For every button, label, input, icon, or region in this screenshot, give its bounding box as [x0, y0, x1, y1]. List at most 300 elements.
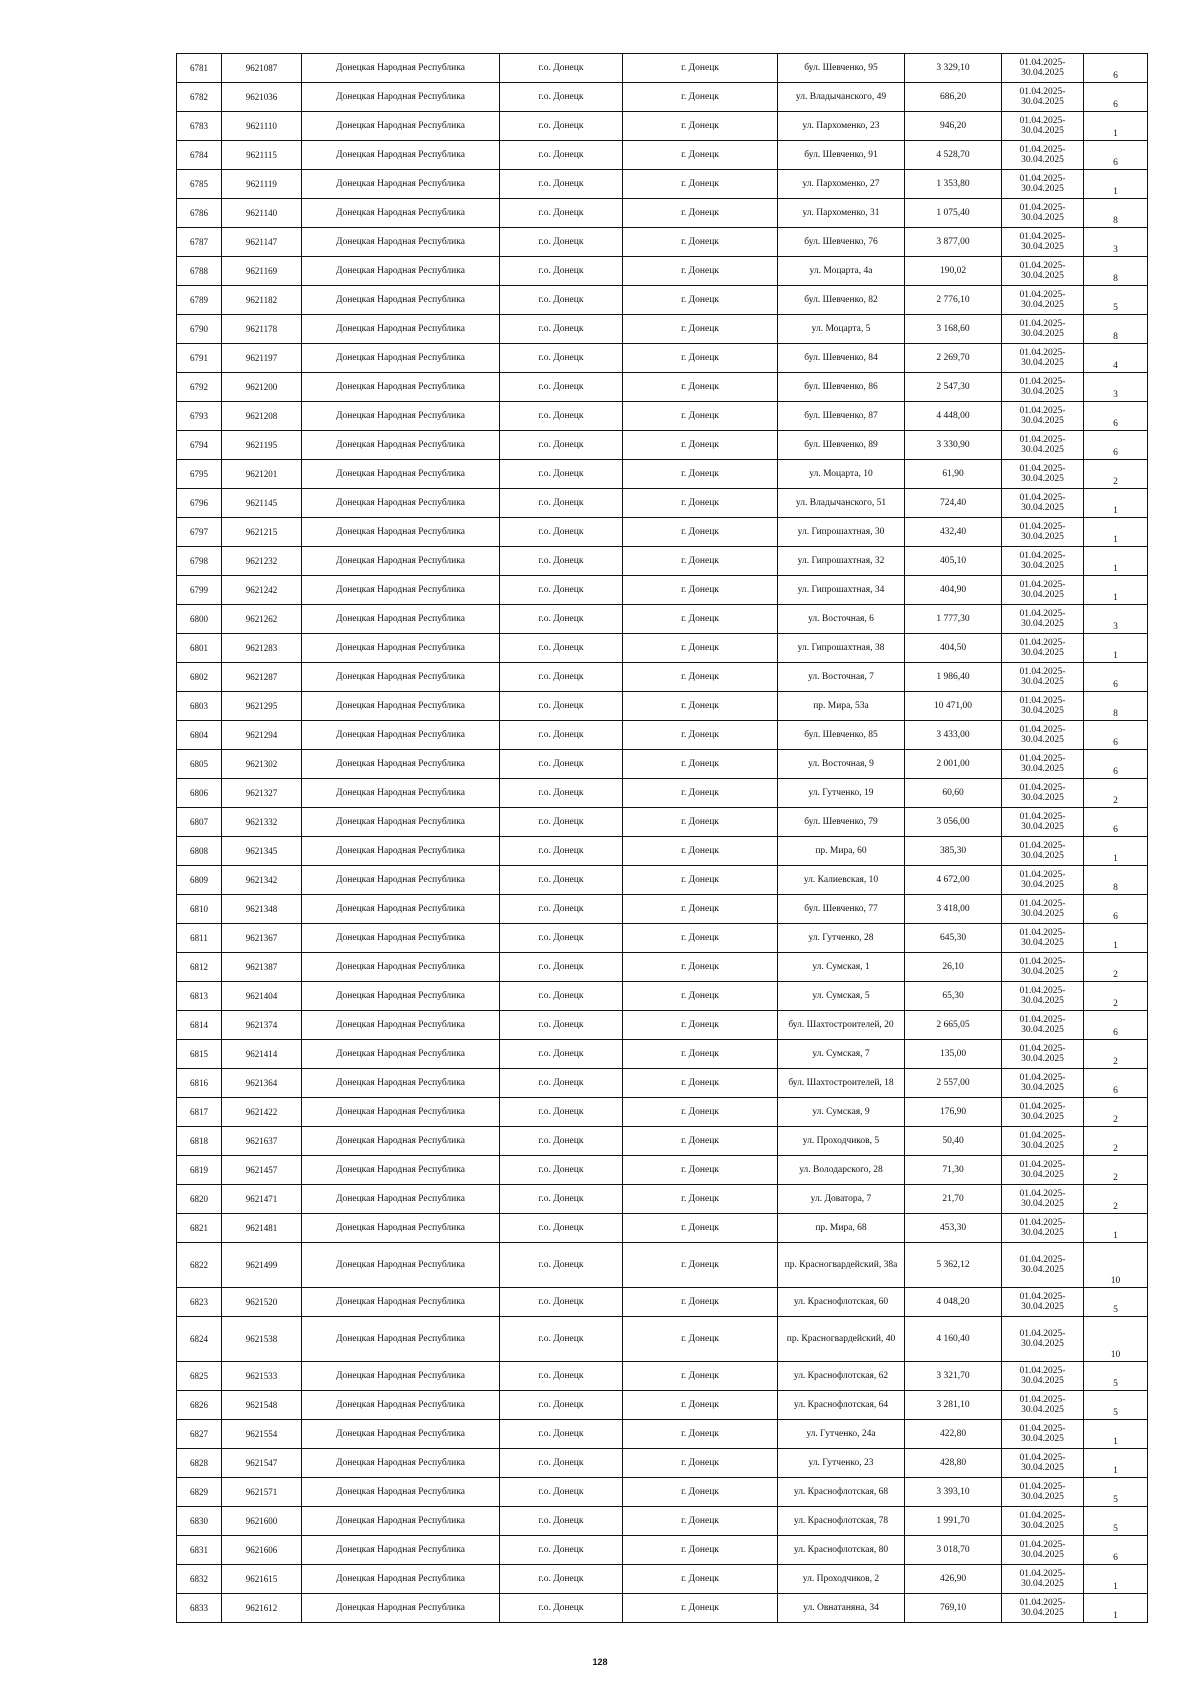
area-cell	[905, 663, 1002, 692]
count-cell	[1084, 1507, 1148, 1536]
row-number-text: 6822	[190, 1260, 208, 1270]
address-text: ул. Краснофлотская, 60	[793, 1296, 889, 1307]
address-text: ул. Гутченко, 23	[808, 1457, 874, 1468]
region-cell	[302, 1288, 500, 1317]
period-end: 30.04.2025	[1021, 1521, 1064, 1531]
cadastral-id-cell	[222, 228, 302, 257]
row-number-cell	[177, 518, 222, 547]
city-text: г. Донецк	[681, 614, 719, 624]
row-number-text: 6797	[190, 527, 208, 537]
row-number-text: 6784	[190, 150, 208, 160]
count-cell	[1084, 895, 1148, 924]
area-cell	[905, 199, 1002, 228]
area-text: 3 321,70	[936, 1371, 970, 1381]
address-text: ул. Гутченко, 28	[808, 932, 874, 943]
period-cell	[1002, 547, 1084, 576]
district-text: г.о. Донецк	[538, 1429, 584, 1439]
period-start: 01.04.2025-	[1019, 1160, 1066, 1170]
address-text: ул. Восточная, 9	[808, 758, 874, 769]
area-text: 26,10	[942, 962, 964, 972]
period-end: 30.04.2025	[1021, 416, 1064, 426]
region-text: Донецкая Народная Республика	[336, 672, 465, 682]
city-cell	[623, 199, 778, 228]
table-row	[177, 953, 1148, 982]
district-cell	[500, 547, 623, 576]
period-end: 30.04.2025	[1021, 648, 1064, 658]
period-start: 01.04.2025-	[1019, 783, 1066, 793]
row-number-text: 6813	[190, 991, 208, 1001]
district-cell	[500, 373, 623, 402]
period-cell	[1002, 489, 1084, 518]
period-cell	[1002, 1536, 1084, 1565]
period-end: 30.04.2025	[1021, 1463, 1064, 1473]
period-cell	[1002, 605, 1084, 634]
city-cell	[623, 170, 778, 199]
district-text: г.о. Донецк	[538, 1371, 584, 1381]
count-text: 3	[1113, 390, 1118, 400]
period-cell	[1002, 692, 1084, 721]
period-cell	[1002, 170, 1084, 199]
district-text: г.о. Донецк	[538, 817, 584, 827]
cadastral-id-cell	[222, 1449, 302, 1478]
period-start: 01.04.2025-	[1019, 957, 1066, 967]
city-text: г. Донецк	[681, 150, 719, 160]
city-cell	[623, 1507, 778, 1536]
area-cell	[905, 373, 1002, 402]
count-text: 6	[1113, 1553, 1118, 1563]
area-cell	[905, 1214, 1002, 1243]
table-row	[177, 1536, 1148, 1565]
row-number-cell	[177, 837, 222, 866]
area-text: 769,10	[939, 1603, 967, 1613]
period-cell	[1002, 866, 1084, 895]
cadastral-id-text: 9621232	[245, 556, 278, 566]
area-cell	[905, 1288, 1002, 1317]
district-text: г.о. Донецк	[538, 1049, 584, 1059]
row-number-text: 6818	[190, 1136, 208, 1146]
city-cell	[623, 257, 778, 286]
area-text: 1 353,80	[936, 179, 970, 189]
region-text: Донецкая Народная Республика	[336, 324, 465, 334]
region-cell	[302, 837, 500, 866]
count-text: 2	[1113, 1144, 1118, 1154]
region-cell	[302, 605, 500, 634]
period-start: 01.04.2025-	[1019, 725, 1066, 735]
city-text: г. Донецк	[681, 730, 719, 740]
period-end: 30.04.2025	[1021, 474, 1064, 484]
address-text: ул. Сумская, 5	[812, 990, 870, 1001]
period-start: 01.04.2025-	[1019, 1453, 1066, 1463]
cadastral-id-text: 9621367	[245, 933, 278, 943]
count-text: 1	[1113, 535, 1118, 545]
period-start: 01.04.2025-	[1019, 435, 1066, 445]
period-cell	[1002, 576, 1084, 605]
city-cell	[623, 1449, 778, 1478]
cadastral-id-cell	[222, 518, 302, 547]
cadastral-id-cell	[222, 1594, 302, 1623]
region-cell	[302, 1391, 500, 1420]
page-number: 128	[592, 1657, 608, 1667]
address-cell	[778, 518, 905, 547]
period-end: 30.04.2025	[1021, 793, 1064, 803]
district-text: г.о. Донецк	[538, 498, 584, 508]
count-cell	[1084, 170, 1148, 199]
count-cell	[1084, 750, 1148, 779]
table-row	[177, 663, 1148, 692]
row-number-text: 6805	[190, 759, 208, 769]
district-cell	[500, 228, 623, 257]
region-cell	[302, 750, 500, 779]
row-number-cell	[177, 1420, 222, 1449]
address-cell	[778, 634, 905, 663]
city-text: г. Донецк	[681, 1107, 719, 1117]
region-cell	[302, 953, 500, 982]
district-cell	[500, 286, 623, 315]
area-cell	[905, 83, 1002, 112]
period-cell	[1002, 112, 1084, 141]
table-row	[177, 1069, 1148, 1098]
district-text: г.о. Донецк	[538, 411, 584, 421]
city-text: г. Донецк	[681, 1297, 719, 1307]
cadastral-id-text: 9621201	[245, 469, 278, 479]
count-cell	[1084, 576, 1148, 605]
row-number-cell	[177, 344, 222, 373]
area-text: 404,50	[939, 643, 967, 653]
area-text: 428,80	[939, 1458, 967, 1468]
count-cell	[1084, 431, 1148, 460]
district-cell	[500, 663, 623, 692]
period-start: 01.04.2025-	[1019, 290, 1066, 300]
region-cell	[302, 199, 500, 228]
address-text: ул. Моцарта, 5	[811, 323, 871, 334]
district-text: г.о. Донецк	[538, 92, 584, 102]
row-number-cell	[177, 1185, 222, 1214]
cadastral-id-cell	[222, 170, 302, 199]
count-cell	[1084, 460, 1148, 489]
area-text: 4 048,20	[936, 1297, 970, 1307]
row-number-text: 6817	[190, 1107, 208, 1117]
count-text: 10	[1110, 1350, 1121, 1360]
row-number-cell	[177, 779, 222, 808]
region-text: Донецкая Народная Республика	[336, 585, 465, 595]
city-cell	[623, 982, 778, 1011]
period-start: 01.04.2025-	[1019, 174, 1066, 184]
row-number-cell	[177, 750, 222, 779]
district-cell	[500, 1069, 623, 1098]
period-end: 30.04.2025	[1021, 1112, 1064, 1122]
district-text: г.о. Донецк	[538, 121, 584, 131]
district-cell	[500, 1011, 623, 1040]
row-number-cell	[177, 489, 222, 518]
period-cell	[1002, 779, 1084, 808]
period-start: 01.04.2025-	[1019, 522, 1066, 532]
city-cell	[623, 1156, 778, 1185]
period-end: 30.04.2025	[1021, 1550, 1064, 1560]
period-end: 30.04.2025	[1021, 1434, 1064, 1444]
cadastral-id-cell	[222, 489, 302, 518]
area-text: 3 877,00	[936, 237, 970, 247]
area-text: 453,30	[939, 1223, 967, 1233]
count-cell	[1084, 1214, 1148, 1243]
row-number-text: 6801	[190, 643, 208, 653]
district-cell	[500, 692, 623, 721]
cadastral-id-text: 9621387	[245, 962, 278, 972]
period-cell	[1002, 953, 1084, 982]
city-cell	[623, 1565, 778, 1594]
city-cell	[623, 228, 778, 257]
city-cell	[623, 1420, 778, 1449]
address-text: пр. Красногвардейский, 38а	[784, 1259, 898, 1270]
address-cell	[778, 344, 905, 373]
cadastral-id-cell	[222, 779, 302, 808]
count-text: 1	[1113, 1231, 1118, 1241]
cadastral-id-cell	[222, 1317, 302, 1362]
table-row	[177, 1127, 1148, 1156]
row-number-text: 6832	[190, 1574, 208, 1584]
region-text: Донецкая Народная Республика	[336, 150, 465, 160]
region-cell	[302, 1317, 500, 1362]
row-number-cell	[177, 170, 222, 199]
region-cell	[302, 1478, 500, 1507]
city-text: г. Донецк	[681, 1165, 719, 1175]
district-text: г.о. Донецк	[538, 1194, 584, 1204]
district-text: г.о. Донецк	[538, 527, 584, 537]
count-text: 1	[1113, 1611, 1118, 1621]
count-cell	[1084, 1420, 1148, 1449]
region-text: Донецкая Народная Республика	[336, 1487, 465, 1497]
period-end: 30.04.2025	[1021, 1339, 1064, 1349]
row-number-text: 6796	[190, 498, 208, 508]
cadastral-id-cell	[222, 1040, 302, 1069]
region-cell	[302, 83, 500, 112]
city-cell	[623, 141, 778, 170]
period-start: 01.04.2025-	[1019, 1255, 1066, 1265]
region-cell	[302, 576, 500, 605]
period-end: 30.04.2025	[1021, 358, 1064, 368]
city-cell	[623, 808, 778, 837]
period-start: 01.04.2025-	[1019, 348, 1066, 358]
region-text: Донецкая Народная Республика	[336, 1334, 465, 1344]
address-cell	[778, 721, 905, 750]
district-cell	[500, 1040, 623, 1069]
period-cell	[1002, 1127, 1084, 1156]
area-text: 3 056,00	[936, 817, 970, 827]
district-cell	[500, 1594, 623, 1623]
count-text: 5	[1113, 1495, 1118, 1505]
district-text: г.о. Донецк	[538, 150, 584, 160]
count-text: 5	[1113, 1524, 1118, 1534]
address-text: ул. Гутченко, 24а	[806, 1428, 876, 1439]
region-text: Донецкая Народная Республика	[336, 759, 465, 769]
area-cell	[905, 1185, 1002, 1214]
area-text: 65,30	[942, 991, 964, 1001]
period-end: 30.04.2025	[1021, 1170, 1064, 1180]
period-end: 30.04.2025	[1021, 735, 1064, 745]
count-text: 6	[1113, 448, 1118, 458]
row-number-text: 6794	[190, 440, 208, 450]
period-end: 30.04.2025	[1021, 677, 1064, 687]
region-cell	[302, 866, 500, 895]
cadastral-id-text: 9621208	[245, 411, 278, 421]
region-cell	[302, 1449, 500, 1478]
row-number-cell	[177, 605, 222, 634]
city-text: г. Донецк	[681, 875, 719, 885]
count-cell	[1084, 663, 1148, 692]
region-text: Донецкая Народная Республика	[336, 1400, 465, 1410]
area-text: 3 433,00	[936, 730, 970, 740]
count-cell	[1084, 489, 1148, 518]
count-text: 1	[1113, 941, 1118, 951]
city-text: г. Донецк	[681, 208, 719, 218]
district-cell	[500, 1127, 623, 1156]
area-text: 60,60	[942, 788, 964, 798]
period-start: 01.04.2025-	[1019, 1292, 1066, 1302]
city-cell	[623, 431, 778, 460]
address-text: пр. Красногвардейский, 40	[786, 1333, 896, 1344]
table-row	[177, 1507, 1148, 1536]
period-cell	[1002, 431, 1084, 460]
count-text: 1	[1113, 854, 1118, 864]
address-text: бул. Шахтостроителей, 20	[788, 1019, 894, 1030]
area-cell	[905, 1391, 1002, 1420]
area-text: 3 329,10	[936, 63, 970, 73]
area-text: 71,30	[942, 1165, 964, 1175]
region-text: Донецкая Народная Республика	[336, 991, 465, 1001]
cadastral-id-cell	[222, 1420, 302, 1449]
count-cell	[1084, 1011, 1148, 1040]
area-text: 4 672,00	[936, 875, 970, 885]
region-cell	[302, 1185, 500, 1214]
table-row	[177, 228, 1148, 257]
count-cell	[1084, 199, 1148, 228]
address-cell	[778, 1362, 905, 1391]
row-number-text: 6824	[190, 1334, 208, 1344]
district-cell	[500, 1449, 623, 1478]
period-cell	[1002, 1185, 1084, 1214]
region-text: Донецкая Народная Республика	[336, 469, 465, 479]
area-text: 405,10	[939, 556, 967, 566]
region-text: Донецкая Народная Республика	[336, 1078, 465, 1088]
count-text: 1	[1113, 1582, 1118, 1592]
table-row	[177, 547, 1148, 576]
cadastral-id-text: 9621404	[245, 991, 278, 1001]
row-number-text: 6811	[190, 933, 208, 943]
address-text: ул. Гипрошахтная, 30	[797, 526, 885, 537]
region-text: Донецкая Народная Республика	[336, 556, 465, 566]
city-cell	[623, 489, 778, 518]
address-text: бул. Шевченко, 95	[804, 62, 878, 73]
period-end: 30.04.2025	[1021, 155, 1064, 165]
row-number-text: 6825	[190, 1371, 208, 1381]
address-text: ул. Пархоменко, 31	[802, 207, 880, 218]
address-cell	[778, 1449, 905, 1478]
period-end: 30.04.2025	[1021, 329, 1064, 339]
row-number-cell	[177, 1507, 222, 1536]
city-cell	[623, 547, 778, 576]
area-cell	[905, 460, 1002, 489]
period-start: 01.04.2025-	[1019, 899, 1066, 909]
address-text: бул. Шевченко, 91	[804, 149, 878, 160]
cadastral-id-cell	[222, 460, 302, 489]
row-number-cell	[177, 141, 222, 170]
region-text: Донецкая Народная Республика	[336, 208, 465, 218]
region-cell	[302, 1156, 500, 1185]
district-text: г.о. Донецк	[538, 1487, 584, 1497]
cadastral-id-cell	[222, 199, 302, 228]
region-text: Донецкая Народная Республика	[336, 1260, 465, 1270]
cadastral-id-cell	[222, 1288, 302, 1317]
area-cell	[905, 1040, 1002, 1069]
cadastral-id-text: 9621262	[245, 614, 278, 624]
area-text: 385,30	[939, 846, 967, 856]
table-row	[177, 721, 1148, 750]
table-row	[177, 1478, 1148, 1507]
table-row	[177, 576, 1148, 605]
table-row	[177, 779, 1148, 808]
district-cell	[500, 1536, 623, 1565]
cadastral-id-cell	[222, 402, 302, 431]
table-row	[177, 54, 1148, 83]
period-start: 01.04.2025-	[1019, 232, 1066, 242]
city-cell	[623, 1069, 778, 1098]
address-cell	[778, 228, 905, 257]
address-cell	[778, 373, 905, 402]
count-cell	[1084, 1391, 1148, 1420]
district-text: г.о. Донецк	[538, 730, 584, 740]
region-text: Донецкая Народная Республика	[336, 1165, 465, 1175]
city-text: г. Донецк	[681, 411, 719, 421]
cadastral-id-cell	[222, 1362, 302, 1391]
row-number-cell	[177, 257, 222, 286]
address-cell	[778, 1011, 905, 1040]
count-text: 6	[1113, 1028, 1118, 1038]
row-number-text: 6826	[190, 1400, 208, 1410]
region-cell	[302, 808, 500, 837]
row-number-text: 6815	[190, 1049, 208, 1059]
period-end: 30.04.2025	[1021, 1302, 1064, 1312]
period-start: 01.04.2025-	[1019, 1073, 1066, 1083]
city-text: г. Донецк	[681, 1260, 719, 1270]
row-number-cell	[177, 808, 222, 837]
count-text: 1	[1113, 1466, 1118, 1476]
row-number-cell	[177, 576, 222, 605]
cadastral-id-text: 9621374	[245, 1020, 278, 1030]
address-text: ул. Гипрошахтная, 32	[797, 555, 885, 566]
district-text: г.о. Донецк	[538, 353, 584, 363]
address-cell	[778, 982, 905, 1011]
row-number-cell	[177, 1594, 222, 1623]
table-row	[177, 866, 1148, 895]
cadastral-id-text: 9621571	[245, 1487, 278, 1497]
district-cell	[500, 1420, 623, 1449]
area-text: 724,40	[939, 498, 967, 508]
period-cell	[1002, 750, 1084, 779]
count-cell	[1084, 1536, 1148, 1565]
area-cell	[905, 750, 1002, 779]
area-text: 2 547,30	[936, 382, 970, 392]
city-cell	[623, 286, 778, 315]
row-number-text: 6790	[190, 324, 208, 334]
period-end: 30.04.2025	[1021, 1376, 1064, 1386]
district-cell	[500, 315, 623, 344]
address-cell	[778, 141, 905, 170]
city-text: г. Донецк	[681, 92, 719, 102]
cadastral-id-cell	[222, 750, 302, 779]
city-text: г. Донецк	[681, 933, 719, 943]
cadastral-id-text: 9621422	[245, 1107, 278, 1117]
district-cell	[500, 1317, 623, 1362]
cadastral-id-text: 9621348	[245, 904, 278, 914]
